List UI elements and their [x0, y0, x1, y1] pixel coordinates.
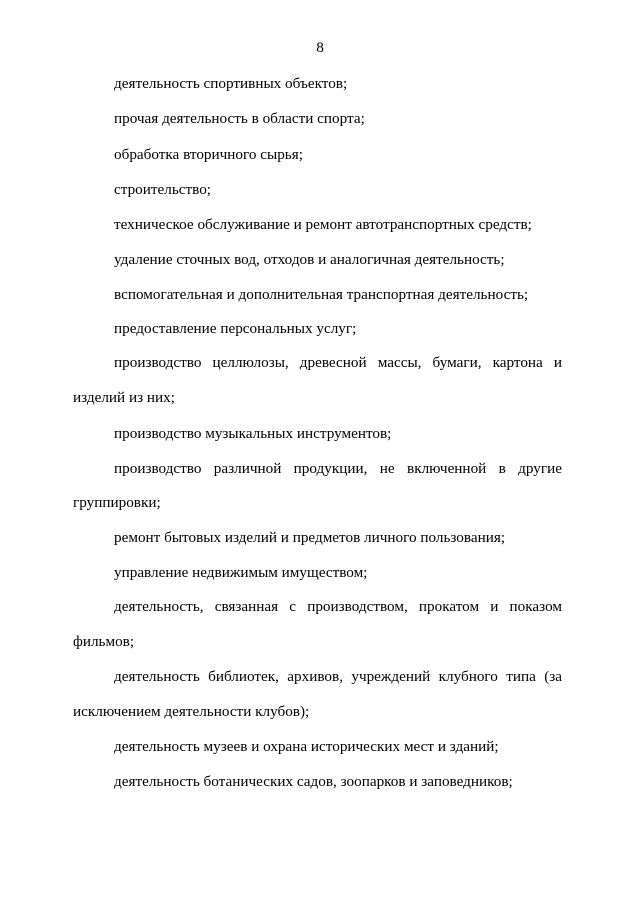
list-item-line-2: фильмов;: [73, 633, 135, 650]
list-item-line-2: изделий из них;: [73, 389, 175, 406]
list-item: прочая деятельность в области спорта;: [114, 110, 365, 127]
list-item-line-1: деятельность библиотек, архивов, учреждений клубного типа (за: [114, 668, 562, 685]
list-item: ремонт бытовых изделий и предметов личного пользования;: [114, 529, 506, 546]
list-item: предоставление персональных услуг;: [114, 320, 357, 337]
list-item: строительство;: [114, 181, 212, 198]
page-number: 8: [316, 39, 324, 56]
list-item: деятельность спортивных объектов;: [114, 75, 348, 92]
list-item: обработка вторичного сырья;: [114, 146, 303, 163]
list-item-line-2: исключением деятельности клубов);: [73, 703, 310, 720]
list-item-line-1: производство различной продукции, не включенной в другие: [114, 460, 562, 477]
list-item-line-1: деятельность, связанная с производством, прокатом и показом: [114, 598, 562, 615]
list-item-line-2: группировки;: [73, 494, 161, 511]
list-item: производство музыкальных инструментов;: [114, 425, 392, 442]
list-item: управление недвижимым имуществом;: [114, 564, 368, 581]
list-item: вспомогательная и дополнительная транспортная деятельность;: [114, 286, 529, 303]
list-item: деятельность музеев и охрана исторических мест и зданий;: [114, 738, 499, 755]
list-item: техническое обслуживание и ремонт автотранспортных средств;: [114, 216, 532, 233]
list-item: удаление сточных вод, отходов и аналогичная деятельность;: [114, 251, 505, 268]
list-item-line-1: производство целлюлозы, древесной массы, бумаги, картона и: [114, 354, 562, 371]
list-item: деятельность ботанических садов, зоопарков и заповедников;: [114, 773, 513, 790]
